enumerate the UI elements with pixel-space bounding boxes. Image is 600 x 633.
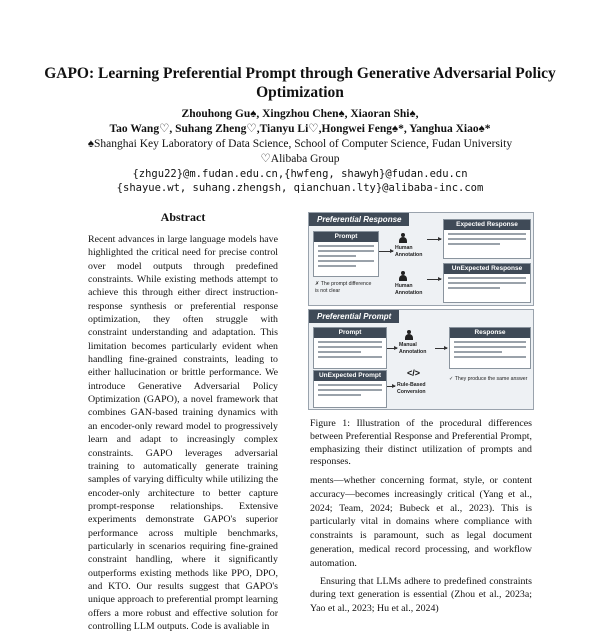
figure-caption: Figure 1: Illustration of the procedural differences between Preferential Response and Preferential Prompt, emphasizing their distinct utilization of prompts and responses.: [310, 418, 532, 468]
prompt-box-2: [313, 327, 387, 369]
cross-note: ✗ The prompt difference is not clear: [315, 281, 372, 294]
abstract-heading: Abstract: [160, 210, 206, 224]
abstract-text: Recent advances in large language models have highlighted the critical need for precise control over model outputs through predefined constraints. While existing methods attempt to achieve this through either direct instruction-response synthesis or preferential response optimization, they often struggle with constraint understanding and adaptation. This limitation becomes particularly evident when handling fine-grained constraints, leading to either hallucination or brittle performance. We introduce Generative Adversarial Policy Optimization (GAPO), a novel framework that combines GAN-based training dynamics with an encoder-only reward model to progressively learn and adapt to increasingly complex constraints. GAPO leverages adversarial training to automatically generate training samples of varying difficulty while utilizing the encoder-only architecture to better capture prompt-response relationships. Extensive experiments demonstrate GAPO's superior performance across multiple benchmarks, particularly in scenarios requiring fine-grained constraint handling, where it significantly outperforms existing methods like PPO, DPO, and KTO. Our results suggest that GAPO's unique approach to preferential prompt learning offers a more robust and effective solution for controlling LLM outputs. Code is avaliable in: [88, 234, 278, 632]
check-note: ✓ They produce the same answer: [449, 376, 528, 382]
body-paragraph-2: Ensuring that LLMs adhere to predefined constraints during text generation is essential (Zhou et al., 2023a; Yao et al., 2023; Hu et al., 2024): [310, 575, 532, 615]
authors-line-1: Zhouhong Gu♠, Xingzhou Chen♠, Xiaoran Shi♠,: [181, 108, 419, 120]
panel-preferential-prompt: [308, 309, 534, 410]
prompt-box: [313, 231, 379, 277]
response-box-title: Response: [450, 328, 530, 338]
human-annotation-label: Human Annotation: [395, 245, 423, 258]
email-fudan: {zhgu22}@m.fudan.edu.cn,{hwfeng, shawyh}@fudan.edu.cn: [132, 168, 468, 180]
figure-1: [308, 212, 534, 408]
unexpected-response-box: [443, 263, 531, 303]
rule-based-conversion-label: Rule-Based Conversion: [397, 382, 426, 395]
expected-response-box: [443, 219, 531, 259]
email-alibaba: {shayue.wt, suhang.zhengsh, qianchuan.lty}@alibaba-inc.com: [116, 182, 484, 194]
panel-title-preferential-response: Preferential Response: [309, 213, 409, 226]
body-paragraph-1: ments—whether concerning format, style, or content accuracy—becomes increasingly critical (Yang et al., 2024; Team, 2024; Bubeck et al., 2023). This is particularly vital in domains where compliance with constraints is paramount, such as legal document generation, medical record processing, and workflow automation.: [310, 475, 532, 569]
arrow-to-expected: [427, 239, 441, 240]
manual-annotation-label: Manual Annotation: [399, 342, 427, 355]
human-annotator-icon: [399, 233, 407, 243]
affiliation-alibaba: ♡Alibaba Group: [260, 152, 340, 165]
arrow-prompt-to-manual: [387, 348, 397, 349]
unexpected-prompt-box: [313, 370, 387, 408]
affiliations: [30, 137, 570, 166]
code-icon: </>: [407, 368, 421, 378]
paper-title: GAPO: Learning Preferential Prompt through Generative Adversarial Policy Optimization: [44, 65, 556, 101]
affiliation-fudan: ♠Shanghai Key Laboratory of Data Science, School of Computer Science, Fudan University: [87, 138, 513, 150]
panel-title-preferential-prompt: Preferential Prompt: [309, 310, 399, 323]
unexpected-response-title: UnExpected Response: [444, 264, 530, 274]
arrow-to-unexpected: [427, 279, 441, 280]
response-box: [449, 327, 531, 369]
authors-line-2: Tao Wang♡, Suhang Zheng♡,Tianyu Li♡,Hongwei Feng♠*, Yanghua Xiao♠*: [109, 123, 491, 135]
arrow-to-rule-based: [387, 386, 395, 387]
intro-body: [310, 474, 532, 620]
author-list: [40, 107, 560, 137]
human-annotation-label-2: Human Annotation: [395, 283, 423, 296]
expected-response-title: Expected Response: [444, 220, 530, 230]
human-annotator-icon: [399, 271, 407, 281]
prompt-box-2-title: Prompt: [314, 328, 386, 338]
emails: [30, 167, 570, 195]
abstract-body: [88, 233, 278, 633]
panel-preferential-response: [308, 212, 534, 306]
arrow-to-response: [435, 348, 447, 349]
manual-annotator-icon: [405, 330, 413, 340]
unexpected-prompt-title: UnExpected Prompt: [314, 371, 386, 381]
arrow-prompt-to-annotation: [379, 251, 393, 252]
prompt-box-title: Prompt: [314, 232, 378, 242]
